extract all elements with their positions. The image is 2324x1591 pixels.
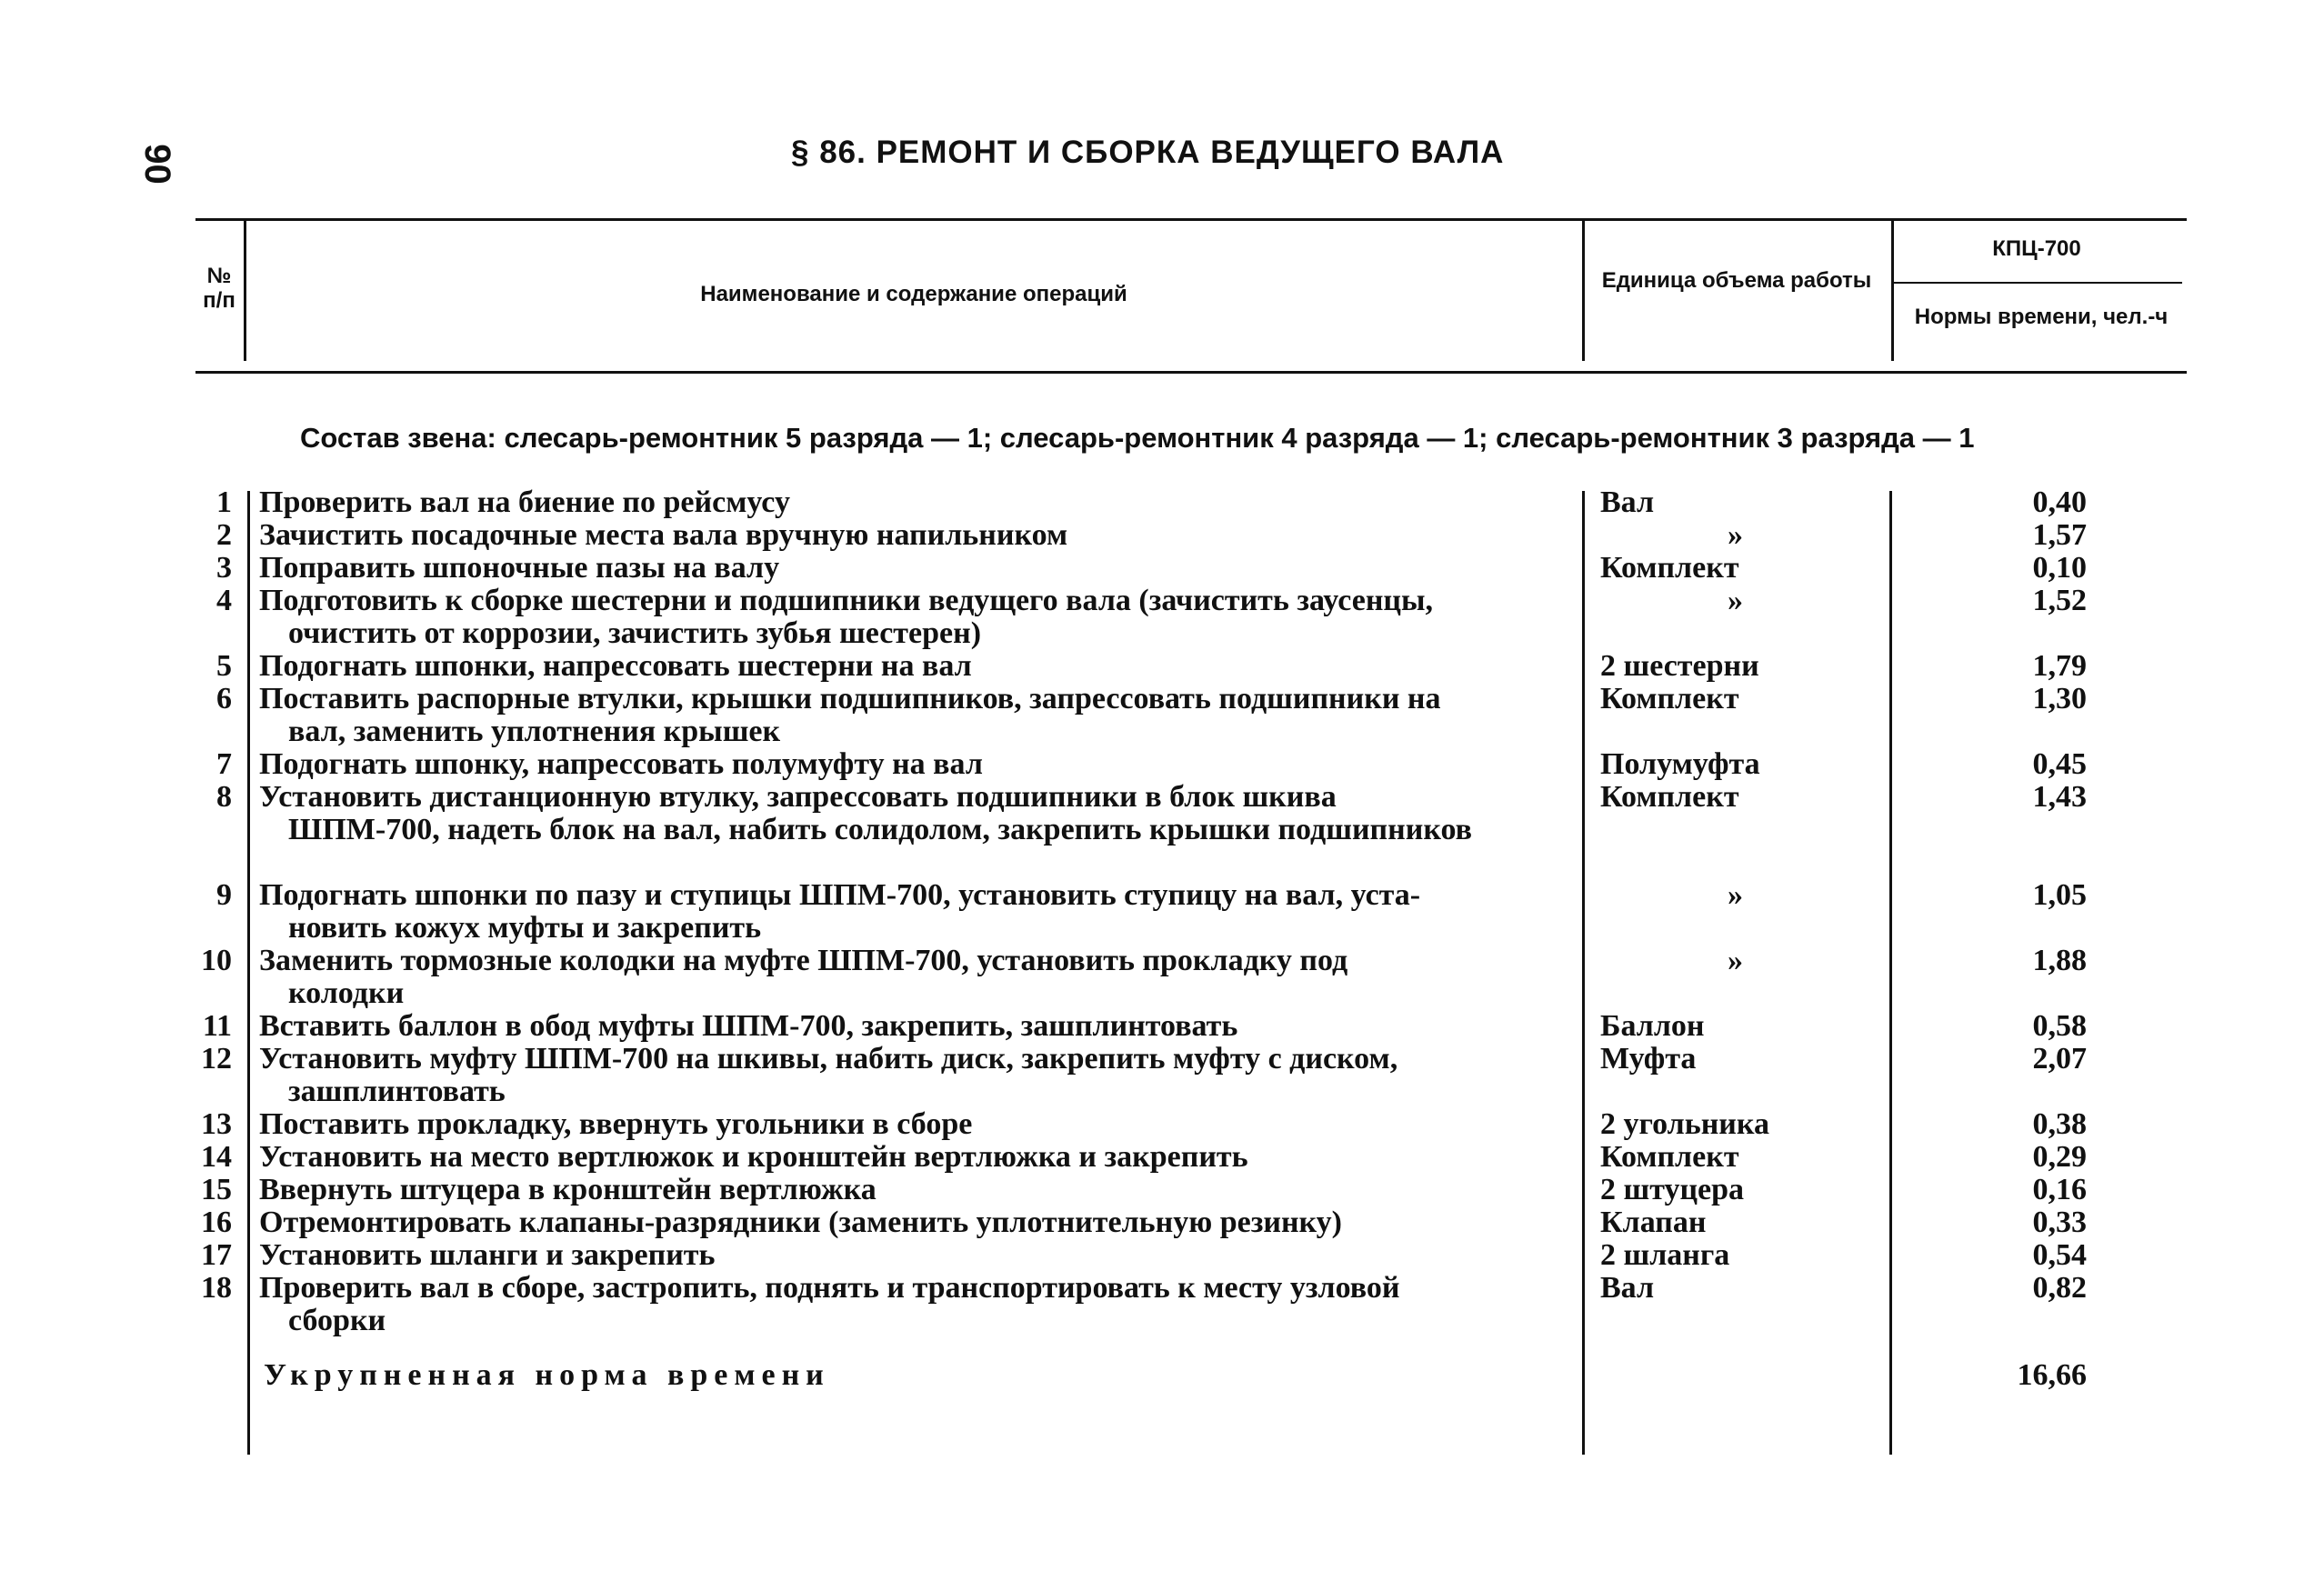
row-unit: 2 шланга [1600, 1238, 1730, 1272]
row-description [259, 945, 1573, 1010]
row-unit: » [1728, 518, 1743, 552]
row-norm: 0,38 [2032, 1107, 2087, 1141]
row-description [259, 1141, 1573, 1174]
row-number: 18 [201, 1271, 232, 1305]
row-unit: » [1728, 944, 1743, 977]
row-desc-text: Поставить прокладку, ввернуть угольники в сборе [259, 1107, 973, 1141]
header-bottom-rule [195, 371, 2187, 374]
row-norm: 0,29 [2032, 1140, 2087, 1174]
row-desc-continuation: сборки [288, 1304, 386, 1337]
row-number: 3 [216, 551, 232, 585]
row-desc-text: Подогнать шпонки, напрессовать шестерни на вал [259, 649, 972, 683]
header-unit: Единица объема работы [1601, 268, 1872, 293]
row-desc-continuation: очистить от коррозии, зачистить зубья шестерен) [288, 616, 982, 650]
row-number: 9 [216, 878, 232, 912]
row-number: 8 [216, 780, 232, 814]
page-number: 90 [136, 144, 177, 185]
row-desc-continuation: зашплинтовать [288, 1075, 506, 1108]
row-desc-text: Подогнать шпонку, напрессовать полумуфту на вал [259, 747, 983, 781]
row-description [259, 585, 1573, 650]
row-norm: 1,79 [2032, 649, 2087, 683]
row-norm: 1,88 [2032, 944, 2087, 977]
row-number: 16 [201, 1206, 232, 1239]
row-desc-text: Зачистить посадочные места вала вручную напильником [259, 518, 1068, 552]
row-desc-text: Подогнать шпонки по пазу и ступицы ШПМ-700, установить ступицу на вал, уста- [259, 878, 1421, 912]
row-desc-continuation: вал, заменить уплотнения крышек [288, 715, 781, 748]
row-unit: Комплект [1600, 1140, 1739, 1174]
row-norm: 0,54 [2032, 1238, 2087, 1272]
row-description [259, 650, 1573, 683]
row-norm: 1,57 [2032, 518, 2087, 552]
row-description [259, 781, 1573, 846]
body-vrule-1 [247, 491, 250, 1455]
row-norm: 1,05 [2032, 878, 2087, 912]
row-desc-text: Поправить шпоночные пазы на валу [259, 551, 780, 585]
row-desc-text: Поставить распорные втулки, крышки подшипников, запрессовать подшипники на [259, 682, 1441, 715]
header-top-rule [195, 218, 2187, 221]
row-number: 12 [201, 1042, 232, 1076]
row-number: 2 [216, 518, 232, 552]
row-description [259, 486, 1573, 519]
row-desc-text: Установить шланги и закрепить [259, 1238, 716, 1272]
row-description [259, 1010, 1573, 1043]
row-unit: » [1728, 878, 1743, 912]
row-norm: 0,16 [2032, 1173, 2087, 1206]
row-unit: Вал [1600, 1271, 1655, 1305]
row-unit: Муфта [1600, 1042, 1697, 1076]
row-unit: Клапан [1600, 1206, 1707, 1239]
header-vrule-2 [1582, 220, 1585, 361]
row-desc-text: Установить на место вертлюжок и кронштейн вертлюжка и закрепить [259, 1140, 1248, 1174]
header-group-rule [1891, 282, 2182, 284]
row-description [259, 1239, 1573, 1272]
row-description [259, 1108, 1573, 1141]
row-unit: Комплект [1600, 551, 1739, 585]
row-unit: 2 шестерни [1600, 649, 1759, 683]
row-unit: Полумуфта [1600, 747, 1760, 781]
row-desc-continuation: новить кожух муфты и закрепить [288, 911, 762, 945]
row-unit: Баллон [1600, 1009, 1705, 1043]
section-title: § 86. РЕМОНТ И СБОРКА ВЕДУЩЕГО ВАЛА [791, 135, 1505, 170]
crew-composition: Состав звена: слесарь-ремонтник 5 разряда — 1; слесарь-ремонтник 4 разряда — 1; слесарь-ремонтник 3 разряда — 1 [300, 422, 1975, 454]
row-unit: Комплект [1600, 682, 1739, 715]
row-unit: Вал [1600, 485, 1655, 519]
row-norm: 0,33 [2032, 1206, 2087, 1239]
row-number: 15 [201, 1173, 232, 1206]
total-value: 16,66 [2017, 1358, 2087, 1392]
row-number: 11 [202, 1009, 232, 1043]
row-number: 4 [216, 584, 232, 617]
row-norm: 0,40 [2032, 485, 2087, 519]
row-number: 10 [201, 944, 232, 977]
header-group: КПЦ-700 [1992, 236, 2081, 261]
header-vrule-1 [244, 220, 246, 361]
row-unit: » [1728, 584, 1743, 617]
row-desc-text: Установить дистанционную втулку, запрессовать подшипники в блок шкива [259, 780, 1337, 814]
row-norm: 0,45 [2032, 747, 2087, 781]
row-norm: 1,52 [2032, 584, 2087, 617]
row-number: 7 [216, 747, 232, 781]
row-description [259, 683, 1573, 748]
header-name: Наименование и содержание операций [700, 282, 1127, 306]
body-vrule-2 [1582, 491, 1585, 1455]
row-description [259, 519, 1573, 552]
row-number: 1 [216, 485, 232, 519]
row-description [259, 879, 1573, 945]
row-norm: 0,10 [2032, 551, 2087, 585]
total-label: Укрупненная норма времени [264, 1358, 830, 1392]
row-unit: 2 угольника [1600, 1107, 1769, 1141]
row-description [259, 1272, 1573, 1337]
row-number: 13 [201, 1107, 232, 1141]
header-vrule-3 [1891, 220, 1894, 361]
row-number: 5 [216, 649, 232, 683]
row-norm: 1,43 [2032, 780, 2087, 814]
row-unit: 2 штуцера [1600, 1173, 1745, 1206]
row-description [259, 1174, 1573, 1206]
row-description [259, 1206, 1573, 1239]
row-desc-text: Проверить вал в сборе, застропить, поднять и транспортировать к месту узловой [259, 1271, 1400, 1305]
header-norm: Нормы времени, чел.-ч [1914, 305, 2169, 329]
row-number: 14 [201, 1140, 232, 1174]
row-norm: 0,82 [2032, 1271, 2087, 1305]
row-desc-text: Вставить баллон в обод муфты ШПМ-700, закрепить, зашплинтовать [259, 1009, 1238, 1043]
row-unit: Комплект [1600, 780, 1739, 814]
row-desc-continuation: ШПМ-700, надеть блок на вал, набить солидолом, закрепить крышки подшипников [288, 813, 1472, 846]
row-desc-text: Установить муфту ШПМ-700 на шкивы, набить диск, закрепить муфту с диском, [259, 1042, 1398, 1076]
row-norm: 2,07 [2032, 1042, 2087, 1076]
row-description [259, 748, 1573, 781]
row-norm: 1,30 [2032, 682, 2087, 715]
row-number: 17 [201, 1238, 232, 1272]
row-desc-text: Подготовить к сборке шестерни и подшипники ведущего вала (зачистить заусенцы, [259, 584, 1434, 617]
row-desc-text: Отремонтировать клапаны-разрядники (заменить уплотнительную резинку) [259, 1206, 1342, 1239]
row-desc-text: Проверить вал на биение по рейсмусу [259, 485, 790, 519]
header-num: № п/п [203, 264, 235, 313]
row-norm: 0,58 [2032, 1009, 2087, 1043]
row-description [259, 1043, 1573, 1108]
row-desc-text: Ввернуть штуцера в кронштейн вертлюжка [259, 1173, 877, 1206]
row-desc-text: Заменить тормозные колодки на муфте ШПМ-700, установить прокладку под [259, 944, 1348, 977]
row-desc-continuation: колодки [288, 976, 405, 1010]
row-description [259, 552, 1573, 585]
row-number: 6 [216, 682, 232, 715]
